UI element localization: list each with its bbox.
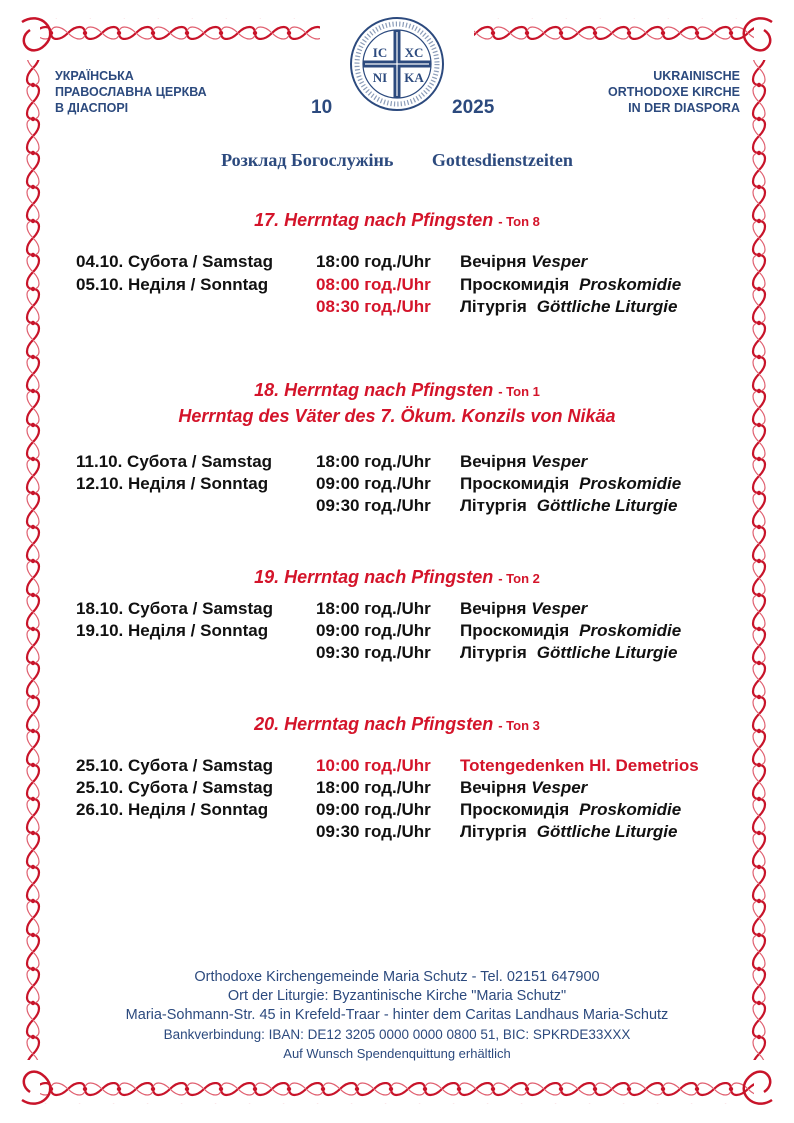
church-name-uk-line-2: ПРАВОСЛАВНА ЦЕРКВА [55, 85, 207, 99]
schedule-row [0, 778, 794, 800]
service-name: Проскомидія Proskomidie [460, 275, 682, 294]
service-date: 26.10. Неділя / Sonntag [76, 800, 269, 819]
service-time: 09:30 год./Uhr [316, 496, 431, 515]
week-heading [0, 712, 794, 738]
year-number: 2025 [452, 97, 495, 118]
schedule-row [0, 621, 794, 643]
schedule-row [0, 800, 794, 822]
schedule-row [0, 474, 794, 496]
church-name-de-line-3: IN DER DIASPORA [628, 101, 740, 115]
service-date: 25.10. Субота / Samstag [76, 756, 273, 775]
footer-address: Maria-Sohmann-Str. 45 in Krefeld-Traar - hinter dem Caritas Landhaus Maria-Schutz [125, 1007, 669, 1023]
church-name-german [550, 68, 740, 116]
week-title: 17. Herrntag nach Pfingsten [254, 210, 494, 230]
church-name-uk-line-3: В ДІАСПОРІ [55, 101, 129, 115]
service-time: 09:30 год./Uhr [316, 822, 431, 841]
service-date: 19.10. Неділя / Sonntag [76, 621, 269, 640]
service-date: 18.10. Субота / Samstag [76, 599, 273, 618]
church-name-uk-line-1: УКРАЇНСЬКА [55, 69, 134, 83]
footer-donation-note: Auf Wunsch Spendenquittung erhältlich [283, 1046, 511, 1061]
week-feast-title [0, 404, 794, 428]
schedule-row [0, 252, 794, 274]
border-bottom [40, 1082, 754, 1104]
week-heading [0, 565, 794, 591]
seal-ka: KA [404, 70, 424, 85]
service-time: 09:30 год./Uhr [316, 643, 431, 662]
service-name: Вечірня Vesper [460, 452, 588, 471]
service-time: 18:00 год./Uhr [316, 252, 431, 271]
week-title: 20. Herrntag nach Pfingsten [254, 714, 494, 734]
service-time: 10:00 год./Uhr [316, 756, 431, 775]
service-name: Проскомидія Proskomidie [460, 800, 682, 819]
week-title: 18. Herrntag nach Pfingsten [254, 380, 494, 400]
seal-ni: NI [372, 70, 388, 85]
service-date: 04.10. Субота / Samstag [76, 252, 273, 271]
service-date: 12.10. Неділя / Sonntag [76, 474, 269, 493]
church-name-ukrainian [55, 68, 245, 116]
page-subtitle [0, 150, 794, 171]
schedule-row [0, 496, 794, 518]
seal-ic: IC [372, 45, 388, 60]
service-name: Літургія Göttliche Liturgie [460, 643, 678, 662]
service-name: Totengedenken Hl. Demetrios [460, 756, 699, 775]
service-name: Вечірня Vesper [460, 599, 588, 618]
service-name: Вечірня Vesper [460, 252, 588, 271]
schedule-row [0, 297, 794, 319]
subtitle-german: Gottesdienstzeiten [431, 150, 573, 170]
church-name-de-line-1: UKRAINISCHE [653, 69, 740, 83]
week-title: 19. Herrntag nach Pfingsten [254, 567, 494, 587]
week-tone: - Ton 8 [498, 214, 540, 229]
week-heading [0, 378, 794, 404]
service-time: 18:00 год./Uhr [316, 599, 431, 618]
month-number: 10 [311, 97, 333, 118]
schedule-row [0, 599, 794, 621]
service-name: Проскомидія Proskomidie [460, 474, 682, 493]
footer-liturgy-place: Ort der Liturgie: Byzantinische Kirche "Maria Schutz" [227, 988, 567, 1004]
subtitle-ukrainian: Розклад Богослужінь [221, 150, 394, 170]
week-tone: - Ton 2 [498, 571, 540, 586]
border-top-right [474, 18, 754, 40]
service-time: 08:30 год./Uhr [316, 297, 431, 316]
service-time: 09:00 год./Uhr [316, 474, 431, 493]
church-seal-logo [349, 16, 445, 112]
service-time: 18:00 год./Uhr [316, 452, 431, 471]
schedule-row [0, 822, 794, 844]
footer-contact [0, 968, 794, 1063]
week-tone: - Ton 3 [498, 718, 540, 733]
footer-parish-phone: Orthodoxe Kirchengemeinde Maria Schutz - Tel. 02151 647900 [194, 969, 600, 985]
service-time: 08:00 год./Uhr [316, 275, 431, 294]
service-name: Літургія Göttliche Liturgie [460, 297, 678, 316]
schedule-row [0, 275, 794, 297]
service-date: 05.10. Неділя / Sonntag [76, 275, 269, 294]
footer-bank-details: Bankverbindung: IBAN: DE12 3205 0000 0000 0800 51, BIC: SPKRDE33XXX [163, 1027, 631, 1042]
border-top-left [40, 18, 320, 40]
feast-title: Herrntag des Väter des 7. Ökum. Konzils von Nikäa [178, 406, 616, 426]
service-time: 09:00 год./Uhr [316, 621, 431, 640]
seal-xc: XC [404, 45, 424, 60]
schedule-row [0, 756, 794, 778]
week-tone: - Ton 1 [498, 384, 540, 399]
week-heading [0, 208, 794, 234]
service-name: Вечірня Vesper [460, 778, 588, 797]
service-name: Проскомидія Proskomidie [460, 621, 682, 640]
service-date: 11.10. Субота / Samstag [76, 452, 273, 471]
schedule-row [0, 643, 794, 665]
service-time: 09:00 год./Uhr [316, 800, 431, 819]
church-name-de-line-2: ORTHODOXE KIRCHE [608, 85, 740, 99]
service-name: Літургія Göttliche Liturgie [460, 822, 678, 841]
service-name: Літургія Göttliche Liturgie [460, 496, 678, 515]
schedule-row [0, 452, 794, 474]
service-date: 25.10. Субота / Samstag [76, 778, 273, 797]
service-time: 18:00 год./Uhr [316, 778, 431, 797]
